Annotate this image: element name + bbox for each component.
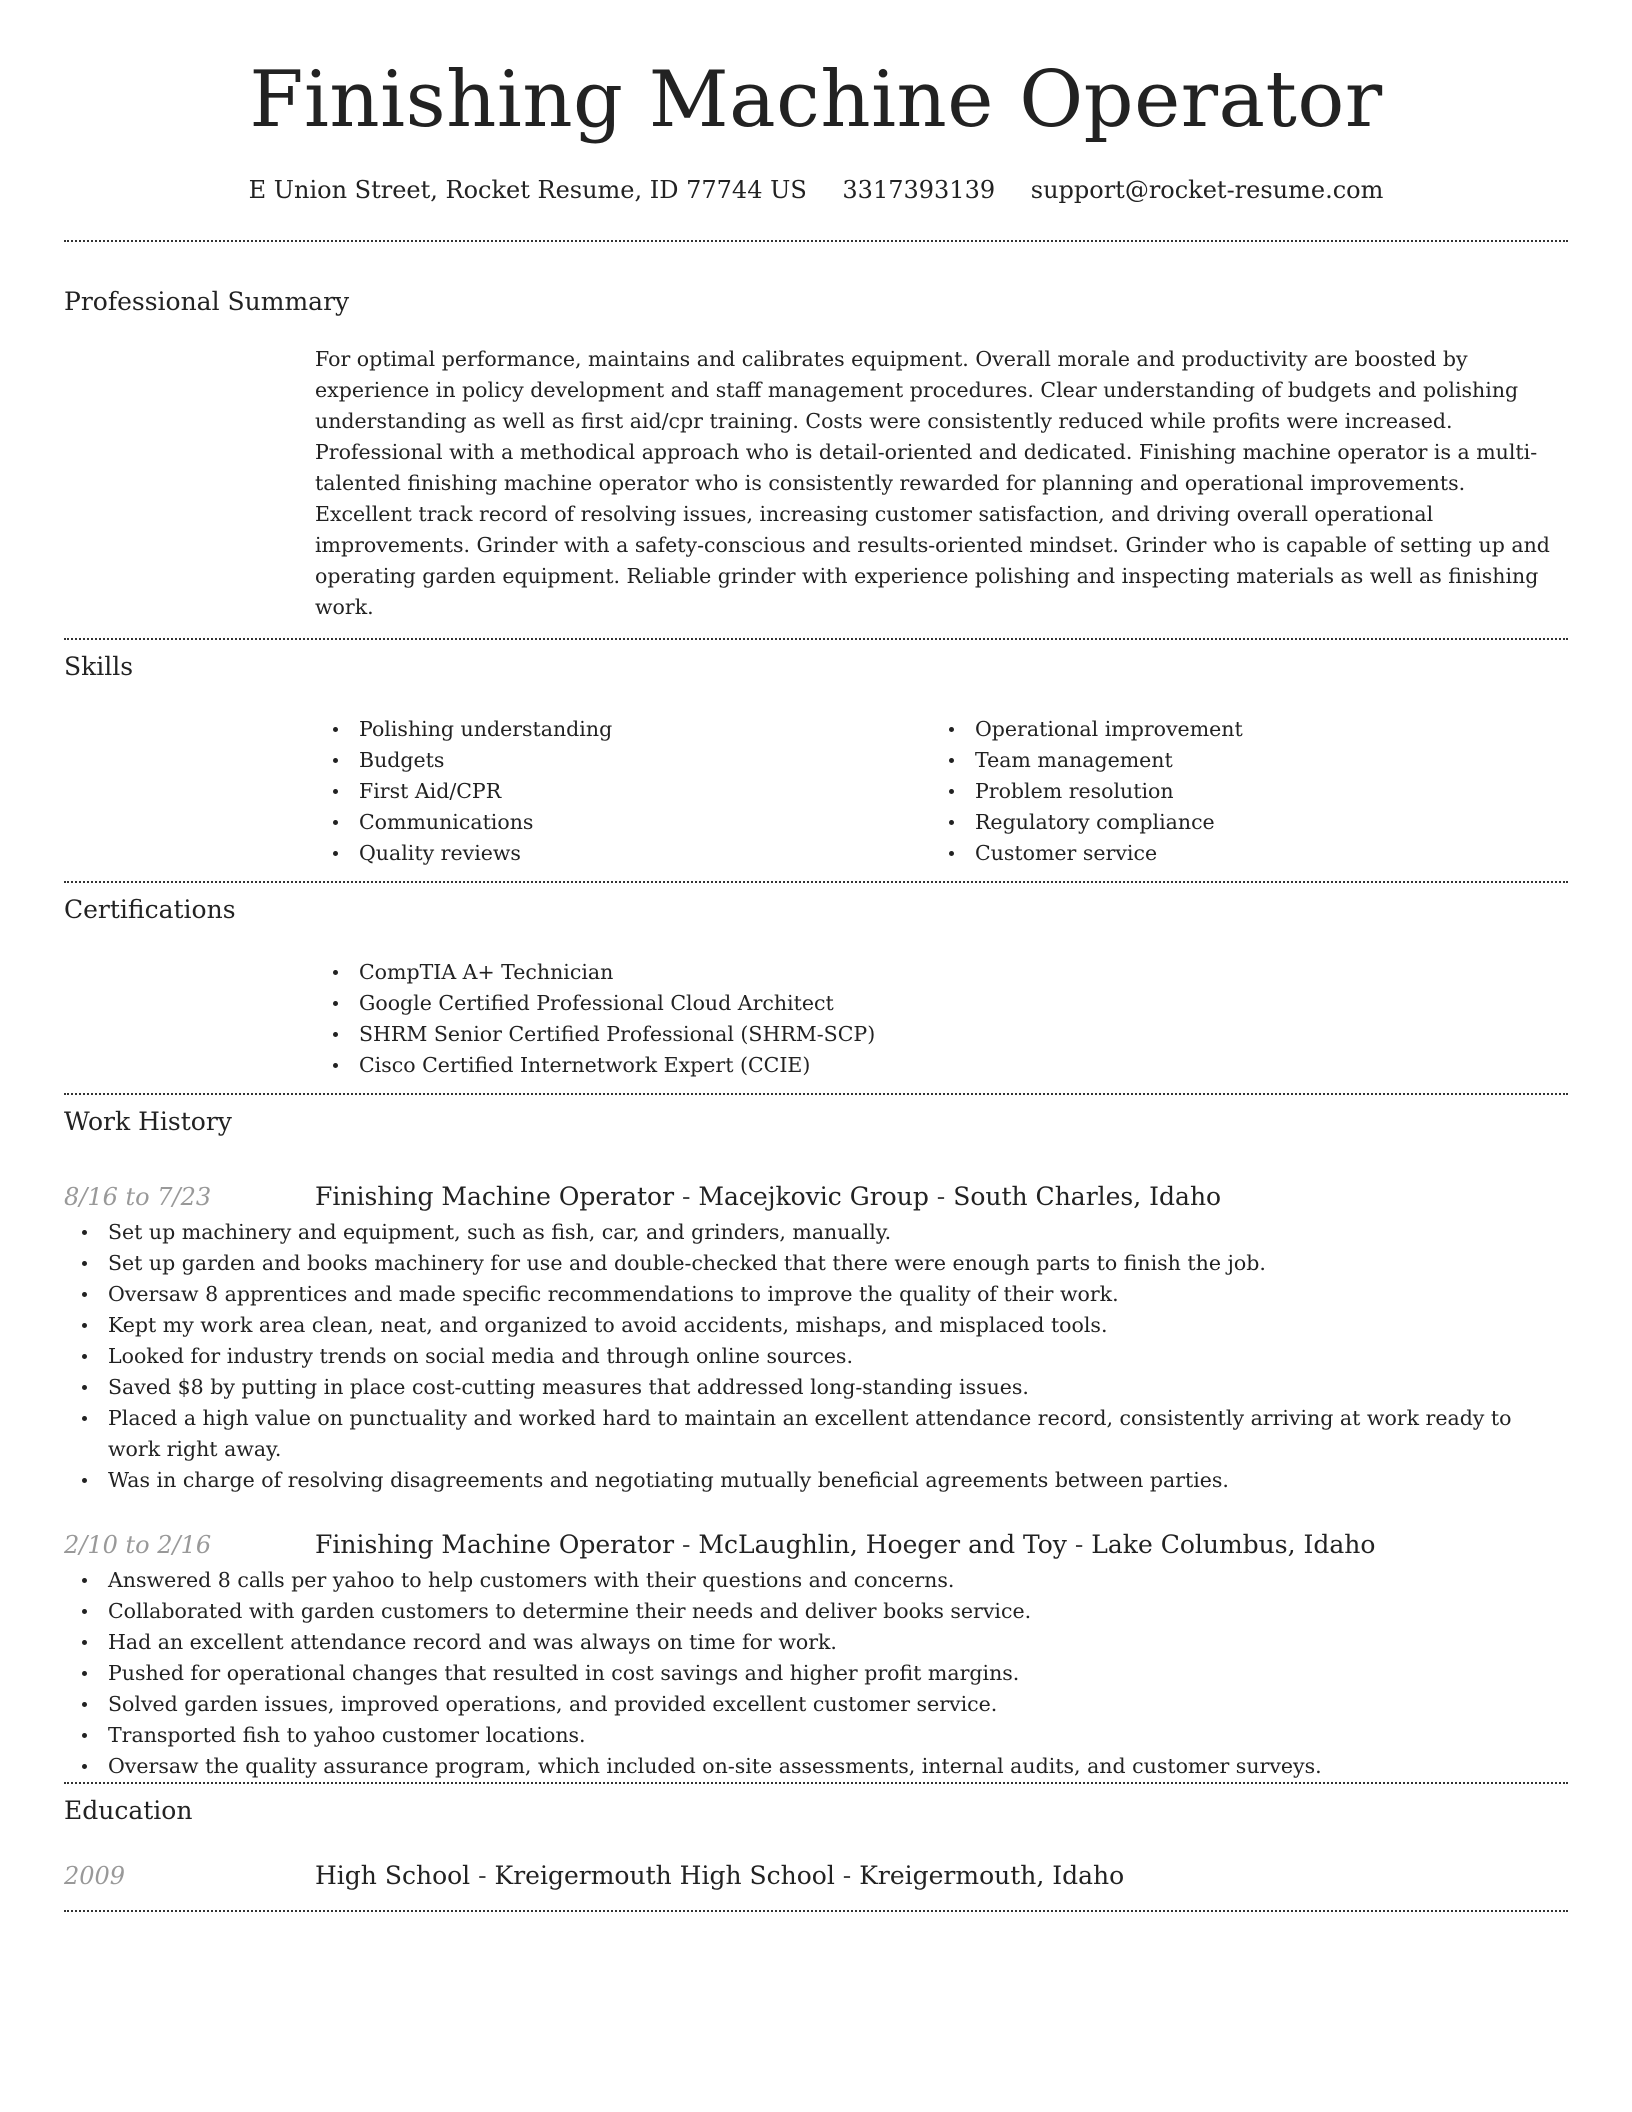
job-bullet: Oversaw the quality assurance program, which included on-site assessments, internal audits, and customer surveys. [108,1751,1568,1782]
skills-heading: Skills [64,652,134,681]
contact-email: support@rocket-resume.com [1030,176,1384,204]
education-location: Kreigermouth, Idaho [859,1861,1125,1890]
job-title-line [315,1525,1375,1565]
job-header [64,1177,1568,1217]
skill-item: Regulatory compliance [975,807,1547,838]
job-bullets [64,1565,1568,1782]
education-degree: High School [315,1861,471,1890]
education-heading: Education [64,1796,193,1825]
skills-list-right [931,714,1547,869]
certifications-list [315,957,1568,1081]
resume-name: Finishing Machine Operator [249,55,1383,145]
job-separator: - [936,1182,946,1211]
skill-item: First Aid/CPR [359,776,931,807]
skill-item: Problem resolution [975,776,1547,807]
job-bullet: Set up garden and books machinery for use and double-checked that there were enough parts to finish the job. [108,1248,1568,1279]
job-bullet: Set up machinery and equipment, such as fish, car, and grinders, manually. [108,1217,1568,1248]
education-title-line [315,1856,1124,1896]
job-company: Macejkovic Group [698,1182,929,1211]
job-title-line [315,1177,1221,1217]
skill-item: Customer service [975,838,1547,869]
skill-item: Budgets [359,745,931,776]
job-dates: 8/16 to 7/23 [64,1183,212,1211]
certification-item: Cisco Certified Internetwork Expert (CCIE) [359,1050,1568,1081]
job-entry [64,1525,1568,1782]
job-entry [64,1177,1568,1496]
job-dates: 2/10 to 2/16 [64,1531,212,1559]
job-bullet: Kept my work area clean, neat, and organized to avoid accidents, mishaps, and misplaced tools. [108,1310,1568,1341]
summary-heading: Professional Summary [64,287,350,316]
skill-item: Operational improvement [975,714,1547,745]
contact-phone: 3317393139 [842,176,996,204]
job-bullets [64,1217,1568,1496]
skill-item: Team management [975,745,1547,776]
job-location: Lake Columbus, Idaho [1091,1530,1376,1559]
education-separator: - [842,1861,852,1890]
job-company: McLaughlin, Hoeger and Toy [698,1530,1067,1559]
job-bullet: Collaborated with garden customers to determine their needs and deliver books service. [108,1596,1568,1627]
job-role: Finishing Machine Operator [315,1530,675,1559]
job-bullet: Saved $8 by putting in place cost-cutting measures that addressed long-standing issues. [108,1372,1568,1403]
job-separator: - [1074,1530,1084,1559]
education-entry [64,1856,1568,1910]
certifications-heading: Certifications [64,895,236,924]
job-bullet: Transported fish to yahoo customer locations. [108,1720,1568,1751]
job-location: South Charles, Idaho [953,1182,1222,1211]
education-section [64,1784,1568,1910]
resume-page [64,0,1568,1912]
education-school: Kreigermouth High School [494,1861,835,1890]
job-bullet: Placed a high value on punctuality and worked hard to maintain an excellent attendance record, consistently arriving at work ready to work right away. [108,1403,1568,1465]
summary-section [64,242,1568,638]
certification-item: Google Certified Professional Cloud Architect [359,988,1568,1019]
job-bullet: Had an excellent attendance record and was always on time for work. [108,1627,1568,1658]
work-history-heading: Work History [64,1107,232,1136]
skills-section [64,640,1568,881]
job-separator: - [682,1530,691,1559]
skill-item: Polishing understanding [359,714,931,745]
summary-text: For optimal performance, maintains and calibrates equipment. Overall morale and productivity are boosted by experience in policy development and staff management procedures. Clear understanding of budgets and polishing understanding as well as first aid/cpr training. Costs were consistently reduced while profits were increased. Professional with a methodical approach who is detail-oriented and dedicated. Finishing machine operator is a multi-talented finishing machine operator who is consistently rewarded for planning and operational improvements. Excellent track record of resolving issues, increasing customer satisfaction, and driving overall operational improvements. Grinder with a safety-conscious and results-oriented mindset. Grinder who is capable of setting up and operating garden equipment. Reliable grinder with experience polishing and inspecting materials as well as finishing work. [315,347,1550,619]
job-bullet: Looked for industry trends on social media and through online sources. [108,1341,1568,1372]
job-bullet: Solved garden issues, improved operations, and provided excellent customer service. [108,1689,1568,1720]
skills-list-left [315,714,931,869]
contact-line [64,170,1568,210]
certification-item: CompTIA A+ Technician [359,957,1568,988]
section-divider [64,1910,1568,1912]
job-bullet: Answered 8 calls per yahoo to help customers with their questions and concerns. [108,1565,1568,1596]
work-history-section [64,1095,1568,1782]
job-bullet: Pushed for operational changes that resulted in cost savings and higher profit margins. [108,1658,1568,1689]
education-year: 2009 [64,1862,126,1890]
contact-address: E Union Street, Rocket Resume, ID 77744 US [248,176,807,204]
skills-grid [315,714,1568,881]
job-header [64,1525,1568,1565]
job-separator: - [682,1182,691,1211]
certifications-list-wrap [315,957,1568,1093]
job-bullet: Oversaw 8 apprentices and made specific recommendations to improve the quality of their work. [108,1279,1568,1310]
certifications-section [64,883,1568,1093]
certification-item: SHRM Senior Certified Professional (SHRM-SCP) [359,1019,1568,1050]
job-bullet: Was in charge of resolving disagreements and negotiating mutually beneficial agreements between parties. [108,1465,1568,1496]
education-separator: - [478,1861,487,1890]
job-role: Finishing Machine Operator [315,1182,675,1211]
skill-item: Quality reviews [359,838,931,869]
skill-item: Communications [359,807,931,838]
